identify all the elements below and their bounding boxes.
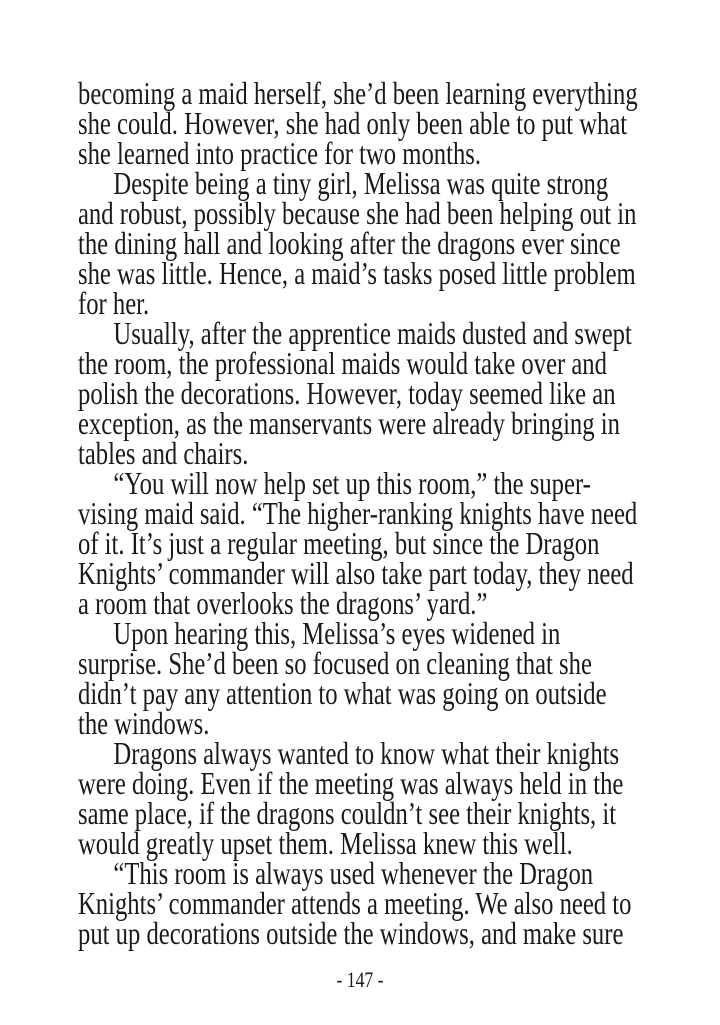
text-line: becoming a maid herself, she’d been learning everything: [78, 75, 638, 111]
text-line: polish the decorations. However, today seemed like an: [78, 375, 616, 411]
text-line: the dining hall and looking after the dragons ever since: [78, 225, 621, 261]
text-line: the room, the professional maids would take over and: [78, 345, 607, 381]
text-line: she could. However, she had only been able to put what: [78, 105, 628, 141]
text-line: of it. It’s just a regular meeting, but since the Dragon: [78, 525, 600, 561]
text-line: put up decorations outside the windows, and make sure: [78, 915, 624, 951]
text-line: surprise. She’d been so focused on cleaning that she: [78, 645, 592, 681]
text-line: tables and chairs.: [78, 435, 249, 471]
text-line: Usually, after the apprentice maids dusted and swept: [113, 315, 632, 351]
text-line: the windows.: [78, 705, 210, 741]
text-line: for her.: [78, 285, 150, 321]
text-line: a room that overlooks the dragons’ yard.”: [78, 585, 488, 621]
text-line: didn’t pay any attention to what was going on outside: [78, 675, 607, 711]
text-line: exception, as the manservants were already bringing in: [78, 405, 620, 441]
text-line: and robust, possibly because she had been helping out in: [78, 195, 637, 231]
text-line: same place, if the dragons couldn’t see their knights, it: [78, 795, 617, 831]
page-text: [78, 75, 663, 951]
text-line: Upon hearing this, Melissa’s eyes widened in: [113, 615, 561, 651]
page-number: - 147 -: [336, 967, 384, 992]
text-line: Knights’ commander attends a meeting. We also need to: [78, 885, 632, 921]
text-line: Dragons always wanted to know what their knights: [113, 735, 620, 771]
text-line: “This room is always used whenever the Dragon: [113, 855, 594, 891]
text-line: she was little. Hence, a maid’s tasks posed little problem: [78, 255, 636, 291]
text-line: would greatly upset them. Melissa knew this well.: [78, 825, 573, 861]
text-line: she learned into practice for two months.: [78, 135, 482, 171]
text-line: were doing. Even if the meeting was always held in the: [78, 765, 624, 801]
text-line: vising maid said. “The higher-ranking knights have need: [78, 495, 638, 531]
text-line: “You will now help set up this room,” the super-: [113, 465, 591, 501]
text-line: Despite being a tiny girl, Melissa was quite strong: [113, 165, 609, 201]
text-line: Knights’ commander will also take part today, they need: [78, 555, 634, 591]
